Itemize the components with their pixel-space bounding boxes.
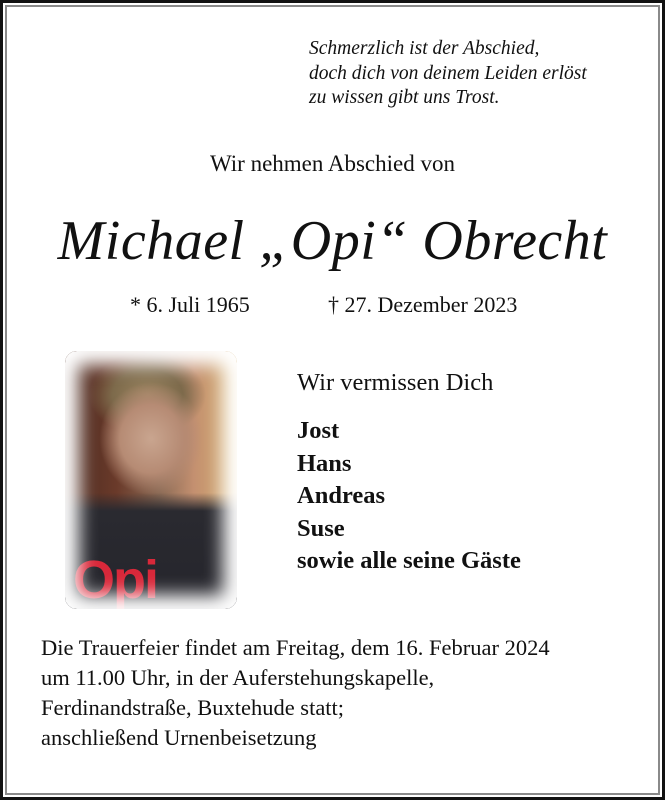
service-line: Die Trauerfeier findet am Freitag, dem 16. Februar 2024 — [41, 635, 550, 660]
mourner-name: Suse — [297, 514, 345, 542]
mourners-list — [297, 415, 521, 578]
deceased-name: Michael „Opi“ Obrecht — [57, 210, 608, 272]
mourner-name: Hans — [297, 449, 352, 477]
mourner-name: Andreas — [297, 482, 386, 509]
poem-line: zu wissen gibt uns Trost. — [309, 87, 500, 108]
memorial-poem — [309, 37, 587, 111]
death-date: † 27. Dezember 2023 — [328, 292, 518, 317]
poem-line: doch dich von deinem Leiden erlöst — [309, 62, 587, 84]
service-line: anschließend Urnenbeisetzung — [41, 725, 317, 750]
service-line: Ferdinandstraße, Buxtehude statt; — [41, 695, 345, 720]
intro-text: Wir nehmen Abschied von — [210, 151, 455, 176]
shirt-print: Opi — [73, 550, 157, 609]
portrait-photo — [65, 351, 237, 609]
poem-line: Schmerzlich ist der Abschied, — [309, 38, 540, 59]
service-line: um 11.00 Uhr, in der Auferstehungskapelle, — [41, 665, 435, 690]
mourners-heading: Wir vermissen Dich — [297, 369, 494, 396]
service-details — [41, 633, 550, 753]
mourner-name: Jost — [297, 417, 340, 444]
photo-vignette — [65, 351, 237, 609]
mourner-name: sowie alle seine Gäste — [297, 547, 521, 574]
birth-date: * 6. Juli 1965 — [130, 292, 250, 317]
